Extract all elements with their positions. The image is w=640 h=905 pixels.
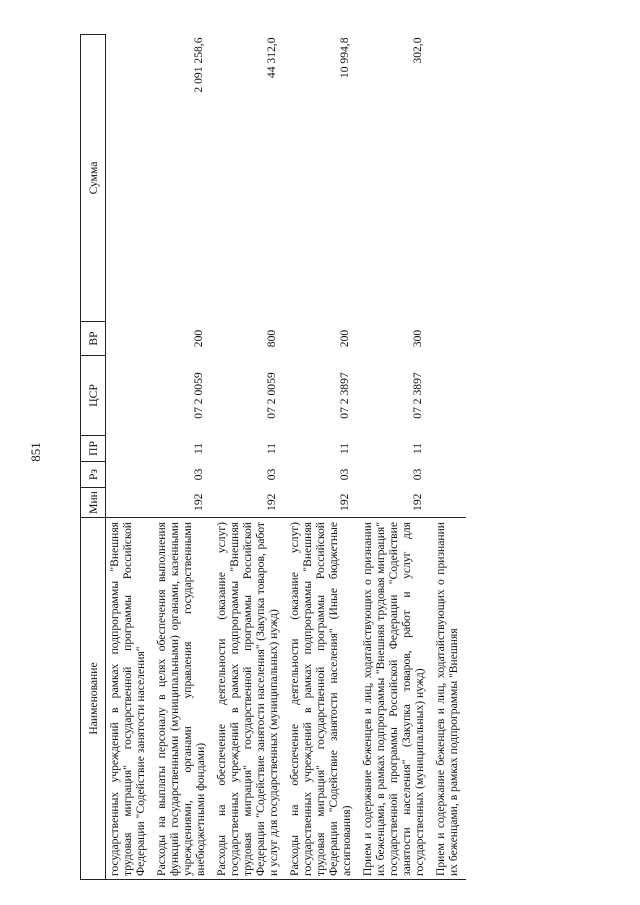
row-rz bbox=[106, 462, 154, 488]
table-header-row bbox=[81, 35, 106, 880]
row-sum: 2 091 258,6 bbox=[192, 37, 205, 93]
header-pr: ПР bbox=[81, 436, 106, 462]
row-pr: 11 bbox=[265, 442, 278, 455]
row-pr: 11 bbox=[192, 442, 205, 455]
row-pr: 11 bbox=[411, 442, 424, 455]
table-row bbox=[432, 35, 466, 880]
row-rz: 03 bbox=[338, 468, 351, 481]
row-min: 192 bbox=[265, 493, 278, 511]
row-rz: 03 bbox=[192, 468, 205, 481]
table-row bbox=[153, 35, 213, 880]
row-csr: 07 2 0059 bbox=[265, 372, 278, 419]
header-rz: Рз bbox=[81, 462, 106, 488]
table-row bbox=[213, 35, 286, 880]
row-rz bbox=[432, 462, 466, 488]
row-csr: 07 2 3897 bbox=[338, 372, 351, 419]
header-vr: ВР bbox=[81, 322, 106, 356]
row-min bbox=[106, 488, 154, 518]
row-csr bbox=[432, 356, 466, 436]
row-sum: 10 994,8 bbox=[338, 37, 351, 79]
budget-table-rotated bbox=[80, 35, 600, 880]
table-row bbox=[286, 35, 359, 880]
row-vr: 800 bbox=[265, 329, 278, 348]
row-rz: 03 bbox=[265, 468, 278, 481]
row-csr: 07 2 3897 bbox=[411, 372, 424, 419]
row-name: Прием и содержание беженцев и лиц, ходатайствующих о признании их беженцами, в рамках подпрограммы "Внешняя трудовая миграция" государственной программы Российской Федерации "Содействие занятости населения" (Закупка товаров, работ и услуг для государственных (муниципальных) нужд) bbox=[359, 518, 432, 880]
row-name: Прием и содержание беженцев и лиц, ходатайствующих о признании их беженцами, в рамках подпрограммы "Внешняя bbox=[432, 518, 466, 880]
header-sum: Сумма bbox=[81, 35, 106, 322]
row-vr bbox=[432, 322, 466, 356]
row-pr: 11 bbox=[338, 442, 351, 455]
table-row bbox=[359, 35, 432, 880]
row-name: государственных учреждений в рамках подпрограммы "Внешняя трудовая миграция" государственной программы Российской Федерации "Содействие занятости населения" bbox=[106, 518, 154, 880]
page-number: 851 bbox=[28, 442, 43, 462]
row-pr bbox=[106, 436, 154, 462]
header-min: Мин bbox=[81, 488, 106, 518]
row-vr: 200 bbox=[338, 329, 351, 348]
row-csr bbox=[106, 356, 154, 436]
row-vr: 200 bbox=[192, 329, 205, 348]
row-min: 192 bbox=[192, 493, 205, 511]
row-min: 192 bbox=[338, 493, 351, 511]
row-rz: 03 bbox=[411, 468, 424, 481]
row-sum: 302,0 bbox=[411, 37, 424, 64]
row-min bbox=[432, 488, 466, 518]
row-sum bbox=[106, 35, 154, 322]
table-row bbox=[106, 35, 154, 880]
header-csr: ЦСР bbox=[81, 356, 106, 436]
row-vr bbox=[106, 322, 154, 356]
row-name: Расходы на обеспечение деятельности (оказание услуг) государственных учреждений в рамках подпрограммы "Внешняя трудовая миграция" государственной программы Российской Федерации "Содействие занятости населения" (Закупка товаров, работ и услуг для государственных (муниципальных) нужд) bbox=[213, 518, 286, 880]
row-sum: 44 312,0 bbox=[265, 37, 278, 79]
row-pr bbox=[432, 436, 466, 462]
row-name: Расходы на обеспечение деятельности (оказание услуг) государственных учреждений в рамках подпрограммы "Внешняя трудовая миграция" государственной программы Российской Федерации "Содействие занятости населения" (Иные бюджетные ассигнования) bbox=[286, 518, 359, 880]
budget-table bbox=[80, 34, 466, 880]
row-csr: 07 2 0059 bbox=[192, 372, 205, 419]
row-name: Расходы на выплаты персоналу в целях обеспечения выполнения функций государственными (муниципальными) органами, казенными учреждениями, органами управления государственными внебюджетными фондами) bbox=[153, 518, 213, 880]
header-name: Наименование bbox=[81, 518, 106, 880]
row-vr: 300 bbox=[411, 329, 424, 348]
row-min: 192 bbox=[411, 493, 424, 511]
row-sum bbox=[432, 35, 466, 322]
